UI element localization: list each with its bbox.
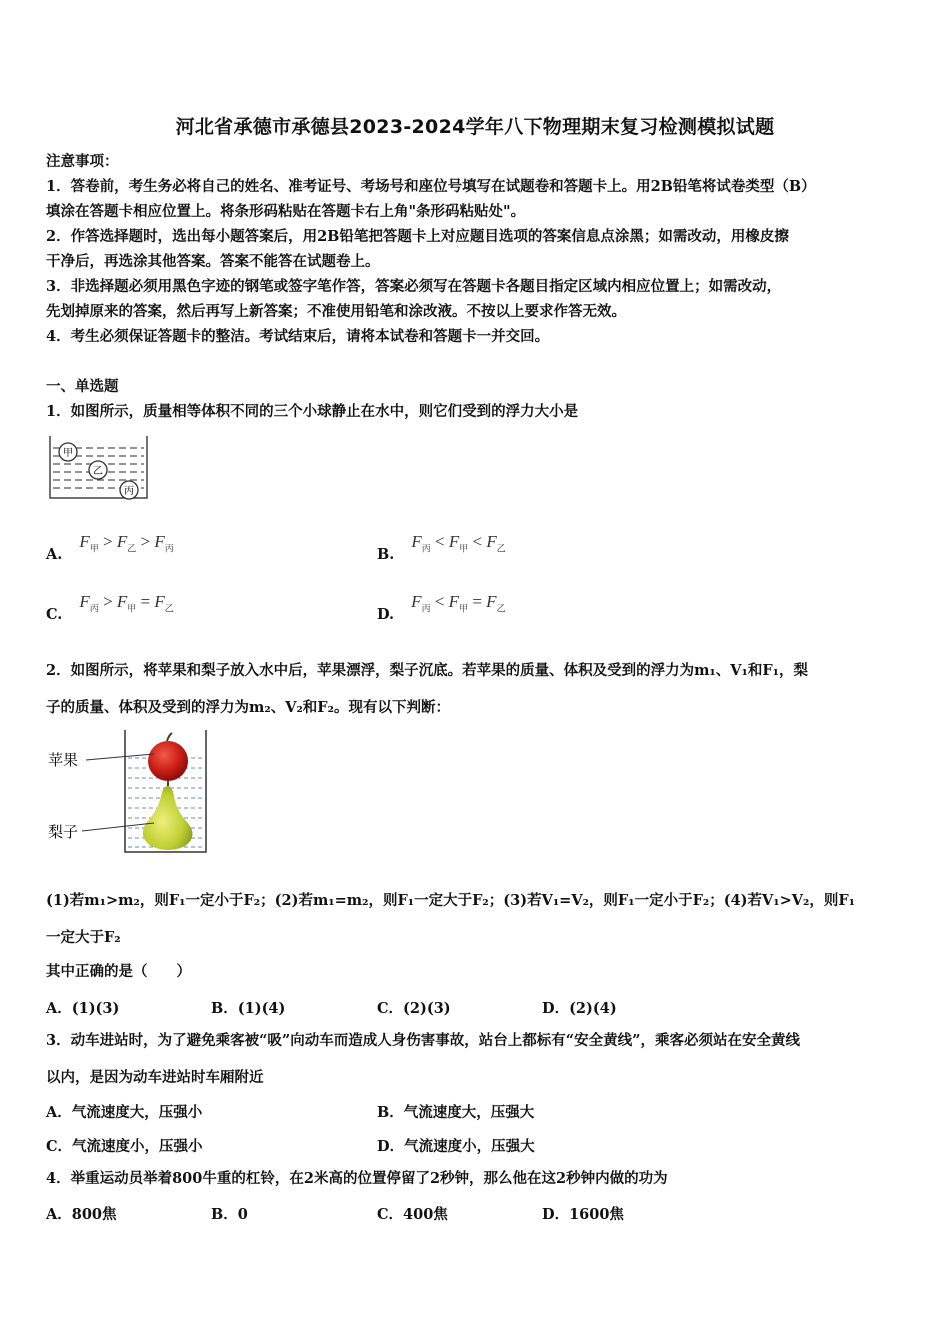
option-d[interactable]: D．气流速度小，压强大 <box>377 1138 535 1155</box>
notice-line: 先划掉原来的答案，然后再写上新答案；不准使用铅笔和涂改液。不按以上要求作答无效。 <box>46 303 626 320</box>
option-c[interactable]: C．400焦 <box>377 1206 448 1223</box>
q2-apple-pear-figure <box>46 728 216 856</box>
option-a[interactable]: A．(1)(3) <box>46 1000 120 1017</box>
q1-beaker-figure <box>48 434 150 502</box>
notice-heading: 注意事项： <box>46 153 119 170</box>
section-heading: 一、单选题 <box>46 378 119 395</box>
apple <box>148 741 188 781</box>
notice-line: 干净后，再选涂其他答案。答案不能答在试题卷上。 <box>46 253 380 270</box>
notice-line: 1．答卷前，考生务必将自己的姓名、准考证号、考场号和座位号填写在试题卷和答题卡上。用2B铅笔将试卷类型（B） <box>46 178 816 195</box>
option-d[interactable]: D．(2)(4) <box>542 1000 617 1017</box>
label-apple: 苹果 <box>48 751 79 769</box>
question-2-stem: 2．如图所示，将苹果和梨子放入水中后，苹果漂浮，梨子沉底。若苹果的质量、体积及受到的浮力为m₁、V₁和F₁，梨 <box>46 662 809 679</box>
ball-label: 丙 <box>124 486 134 497</box>
question-2-judgements: 一定大于F₂ <box>46 929 121 946</box>
option-c[interactable]: C．气流速度小，压强小 <box>46 1138 203 1155</box>
option-d[interactable]: D. $F_丙 < F_甲 = F_乙$ <box>377 592 506 623</box>
question-2-ask: 其中正确的是（ ） <box>46 963 191 980</box>
question-2-judgements: (1)若m₁>m₂，则F₁一定小于F₂；(2)若m₁=m₂，则F₁一定大于F₂；(3)若V₁=V₂，则F₁一定小于F₂；(4)若V₁>V₂，则F₁ <box>46 892 856 909</box>
option-b[interactable]: B. $F_丙 < F_甲 < F_乙$ <box>377 532 506 563</box>
notice-line: 填涂在答题卡相应位置上。将条形码粘贴在答题卡右上角"条形码粘贴处"。 <box>46 203 526 220</box>
notice-line: 3．非选择题必须用黑色字迹的钢笔或签字笔作答，答案必须写在答题卡各题目指定区域内相应位置上；如需改动， <box>46 278 782 295</box>
option-c[interactable]: C．(2)(3) <box>377 1000 451 1017</box>
question-4-stem: 4．举重运动员举着800牛重的杠铃，在2米高的位置停留了2秒钟，那么他在这2秒钟内做的功为 <box>46 1170 668 1187</box>
option-a[interactable]: A．800焦 <box>46 1206 117 1223</box>
option-c[interactable]: C. $F_丙 > F_甲 = F_乙$ <box>46 592 174 623</box>
option-b[interactable]: B．(1)(4) <box>211 1000 286 1017</box>
notice-line: 4．考生必须保证答题卡的整洁。考试结束后，请将本试卷和答题卡一并交回。 <box>46 328 550 345</box>
ball-label: 甲 <box>63 448 73 459</box>
question-3-stem: 3．动车进站时，为了避免乘客被“吸”向动车而造成人身伤害事故，站台上都标有“安全黄线”，乘客必须站在安全黄线 <box>46 1032 800 1049</box>
page-title: 河北省承德市承德县2023-2024学年八下物理期末复习检测模拟试题 <box>175 116 775 138</box>
question-1-stem: 1．如图所示，质量相等体积不同的三个小球静止在水中，则它们受到的浮力大小是 <box>46 403 579 420</box>
option-b[interactable]: B．0 <box>211 1206 248 1223</box>
notice-line: 2．作答选择题时，选出每小题答案后，用2B铅笔把答题卡上对应题目选项的答案信息点涂黑；如需改动，用橡皮擦 <box>46 228 789 245</box>
question-3-stem: 以内，是因为动车进站时车厢附近 <box>46 1069 264 1086</box>
label-pear: 梨子 <box>48 823 79 841</box>
question-2-stem: 子的质量、体积及受到的浮力为m₂、V₂和F₂。现有以下判断： <box>46 699 450 716</box>
option-a[interactable]: A. $F_甲 > F_乙 > F_丙$ <box>46 532 174 563</box>
ball-label: 乙 <box>93 466 103 477</box>
option-a[interactable]: A．气流速度大，压强小 <box>46 1104 203 1121</box>
option-b[interactable]: B．气流速度大，压强大 <box>377 1104 535 1121</box>
option-d[interactable]: D．1600焦 <box>542 1206 624 1223</box>
